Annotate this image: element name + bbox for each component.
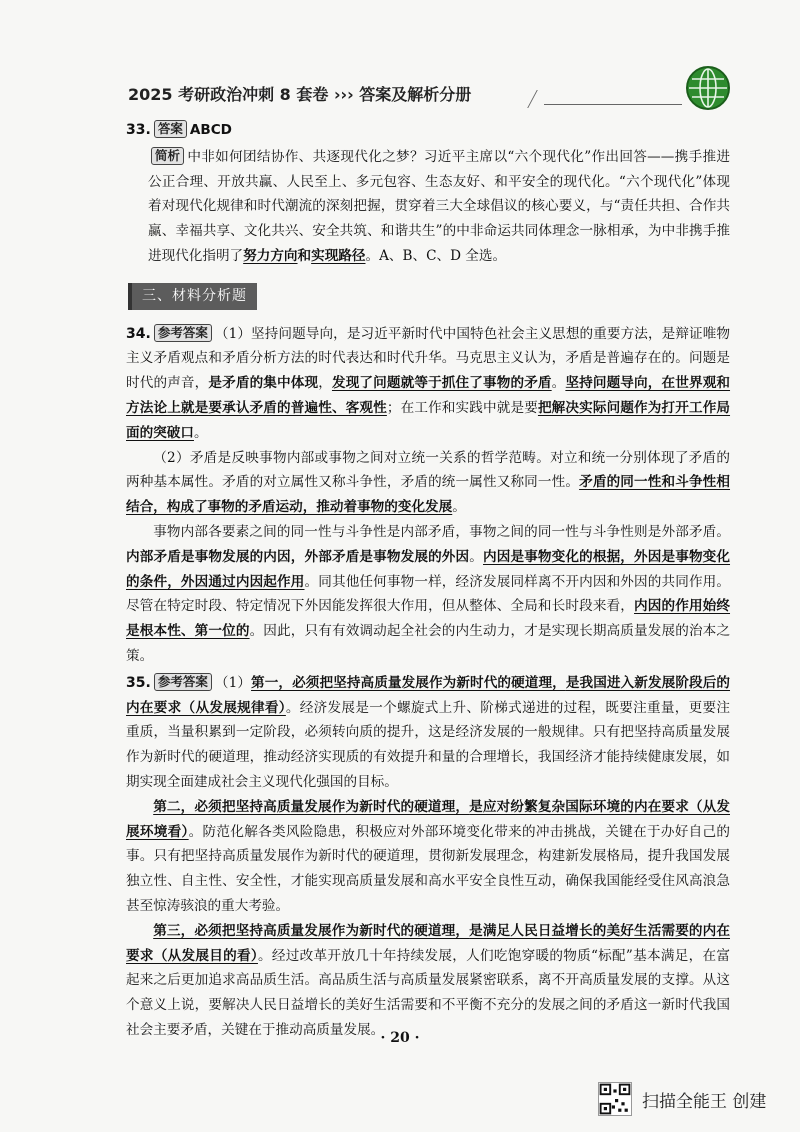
question-35-part-1 <box>126 671 730 795</box>
answer-emphasis: 坚持问题导向，在世界观和方法论上就是要承认矛盾的普遍性、客观性 <box>126 375 731 416</box>
answer-text: 。 <box>551 375 566 392</box>
answer-text-bold: 是矛盾的集中体现 <box>208 375 319 392</box>
answer-text: 事物内部各要素之间的同一性与斗争性是内部矛盾，事物之间的同一性与斗争性则是外部矛盾。 <box>153 523 730 540</box>
answer-emphasis: 内因的作用始终是根本性、第一位的 <box>126 598 731 640</box>
answer-emphasis: 是满足人民日益增长的美好生活需要的内在要求（从发展目的看） <box>126 922 730 964</box>
answer-text: 。 <box>469 548 483 565</box>
analysis-emphasis: 实现路径 <box>311 247 366 264</box>
question-35-part-3 <box>126 919 730 1043</box>
header-divider <box>527 90 558 108</box>
analysis-text: 和 <box>297 247 312 264</box>
question-number: 35. <box>126 674 151 691</box>
answer-text: 。 <box>452 499 466 516</box>
answer-value: ABCD <box>189 122 232 138</box>
answer-emphasis: 是我国进入新发展阶段后的内在要求（从发展规律看） <box>126 674 731 716</box>
section-heading: 三、材料分析题 <box>128 283 257 310</box>
answer-badge: 答案 <box>154 120 187 138</box>
analysis-text: 中非如何团结协作、共逐现代化之梦？习近平主席以“六个现代化”作出回答——携手推进公正合理、开放共赢、人民至上、多元包容、生态友好、和平安全的现代化。“六个现代化”体现着对现代化规律和时代潮流的深刻把握，贯穿着三大全球倡议的核心要义，与“责任共担、合作共赢、幸福共享、文化共兴、安全共筑、和谐共生”的中非命运共同体理念一脉相承，为中非携手推进现代化指明了 <box>148 148 730 264</box>
question-34-part-1 <box>126 322 730 446</box>
header-title: 2025 考研政治冲刺 8 套卷 ››› 答案及解析分册 <box>128 85 472 104</box>
answer-content <box>126 118 730 1043</box>
answer-text: 。防范化解各类风险隐患，积极应对外部环境变化带来的冲击挑战，关键在于办好自己的事。只有把坚持高质量发展作为新时代的硬道理，贯彻新发展理念，构建新发展格局，提升我国发展独立性、自主性、安全性，才能实现高质量发展和高水平安全良性互动，确保我国能经受住风高浪急甚至惊涛骇浪的重大考验。 <box>126 823 731 914</box>
question-35-part-2 <box>126 795 730 919</box>
analysis-emphasis: 努力方向 <box>243 247 298 264</box>
analysis-badge: 简析 <box>151 147 184 165</box>
page-header <box>128 80 688 108</box>
answer-emphasis: 第三，必须把坚持高质量发展作为新时代的硬道理， <box>153 922 470 939</box>
answer-emphasis: 第一，必须把坚持高质量发展作为新时代的硬道理， <box>251 674 566 691</box>
answer-text: 。经过改革开放几十年持续发展，人们吃饱穿暖的物质“标配”基本满足，在富起来之后更加追求高品质生活。高品质生活与高质量发展紧密联系，离不开高质量发展的支撑。从这个意义上说，要解决人民日益增长的美好生活需要和不平衡不充分的发展之间的矛盾这一新时代我国社会主要矛盾，关键在于推动高质量发展。 <box>126 947 730 1038</box>
page-number: · 20 · <box>380 1030 420 1046</box>
question-34-part-3 <box>126 520 730 669</box>
answer-emphasis: 把解决实际问题作为打开工作局面的突破口 <box>126 399 731 441</box>
answer-emphasis: 第二，必须把坚持高质量发展作为新时代的硬道理， <box>153 798 470 815</box>
answer-emphasis: 是应对纷繁复杂国际环境的内在要求（从发展环境看） <box>126 798 730 840</box>
answer-text: 。 <box>193 424 208 441</box>
question-number: 34. <box>126 325 151 342</box>
answer-text: （1） <box>214 674 252 691</box>
answer-text: （2）矛盾是反映事物内部或事物之间对立统一关系的哲学范畴。对立和统一分别体现了矛盾的两种基本属性。矛盾的对立属性又称斗争性，矛盾的统一属性又称同一性。 <box>126 449 730 491</box>
analysis-33 <box>126 145 730 269</box>
answer-emphasis: 发现了问题就等于抓住了事物的矛盾 <box>331 375 552 392</box>
qr-code-icon <box>598 1082 632 1116</box>
globe-icon <box>686 66 730 110</box>
answer-text-bold: 内部矛盾是事物发展的内因，外部矛盾是事物发展的外因 <box>126 548 470 565</box>
answer-text: ， <box>318 375 332 392</box>
reference-answer-badge: 参考答案 <box>154 324 212 342</box>
analysis-text: 。A、B、C、D 全选。 <box>365 247 507 264</box>
question-number: 33. <box>126 122 151 138</box>
answer-emphasis: 矛盾的同一性和斗争性相结合，构成了事物的矛盾运动，推动着事物的变化发展 <box>126 474 731 516</box>
question-33 <box>126 118 730 143</box>
question-34-part-2 <box>126 446 730 520</box>
reference-answer-badge: 参考答案 <box>154 673 212 691</box>
scanner-watermark <box>598 1082 766 1116</box>
watermark-text: 扫描全能王 创建 <box>642 1091 767 1112</box>
answer-text: 。同其他任何事物一样，经济发展同样离不开内因和外因的共同作用。尽管在特定时段、特定情况下外因能发挥很大作用，但从整体、全局和长时段来看， <box>126 573 731 615</box>
answer-text: ；在工作和实践中就是要 <box>386 399 538 416</box>
answer-text: 。因此，只有有效调动起全社会的内生动力，才是实现长期高质量发展的治本之策。 <box>126 623 731 664</box>
header-rule <box>544 104 682 105</box>
answer-text: 。经济发展是一个螺旋式上升、阶梯式递进的过程，既要注重量，更要注重质，当量积累到一定阶段，必须转向质的提升，这是经济发展的一般规律。只有把坚持高质量发展作为新时代的硬道理，推动经济实现质的有效提升和量的合理增长，我国经济才能持续健康发展，如期实现全面建成社会主义现代化强国的目标。 <box>126 699 731 790</box>
answer-text: （1）坚持问题导向，是习近平新时代中国特色社会主义思想的重要方法，是辩证唯物主义矛盾观点和矛盾分析方法的时代表达和时代升华。马克思主义认为，矛盾是普遍存在的。问题是时代的声音， <box>126 325 730 392</box>
answer-emphasis: 内因是事物变化的根据，外因是事物变化的条件，外因通过内因起作用 <box>126 548 731 590</box>
